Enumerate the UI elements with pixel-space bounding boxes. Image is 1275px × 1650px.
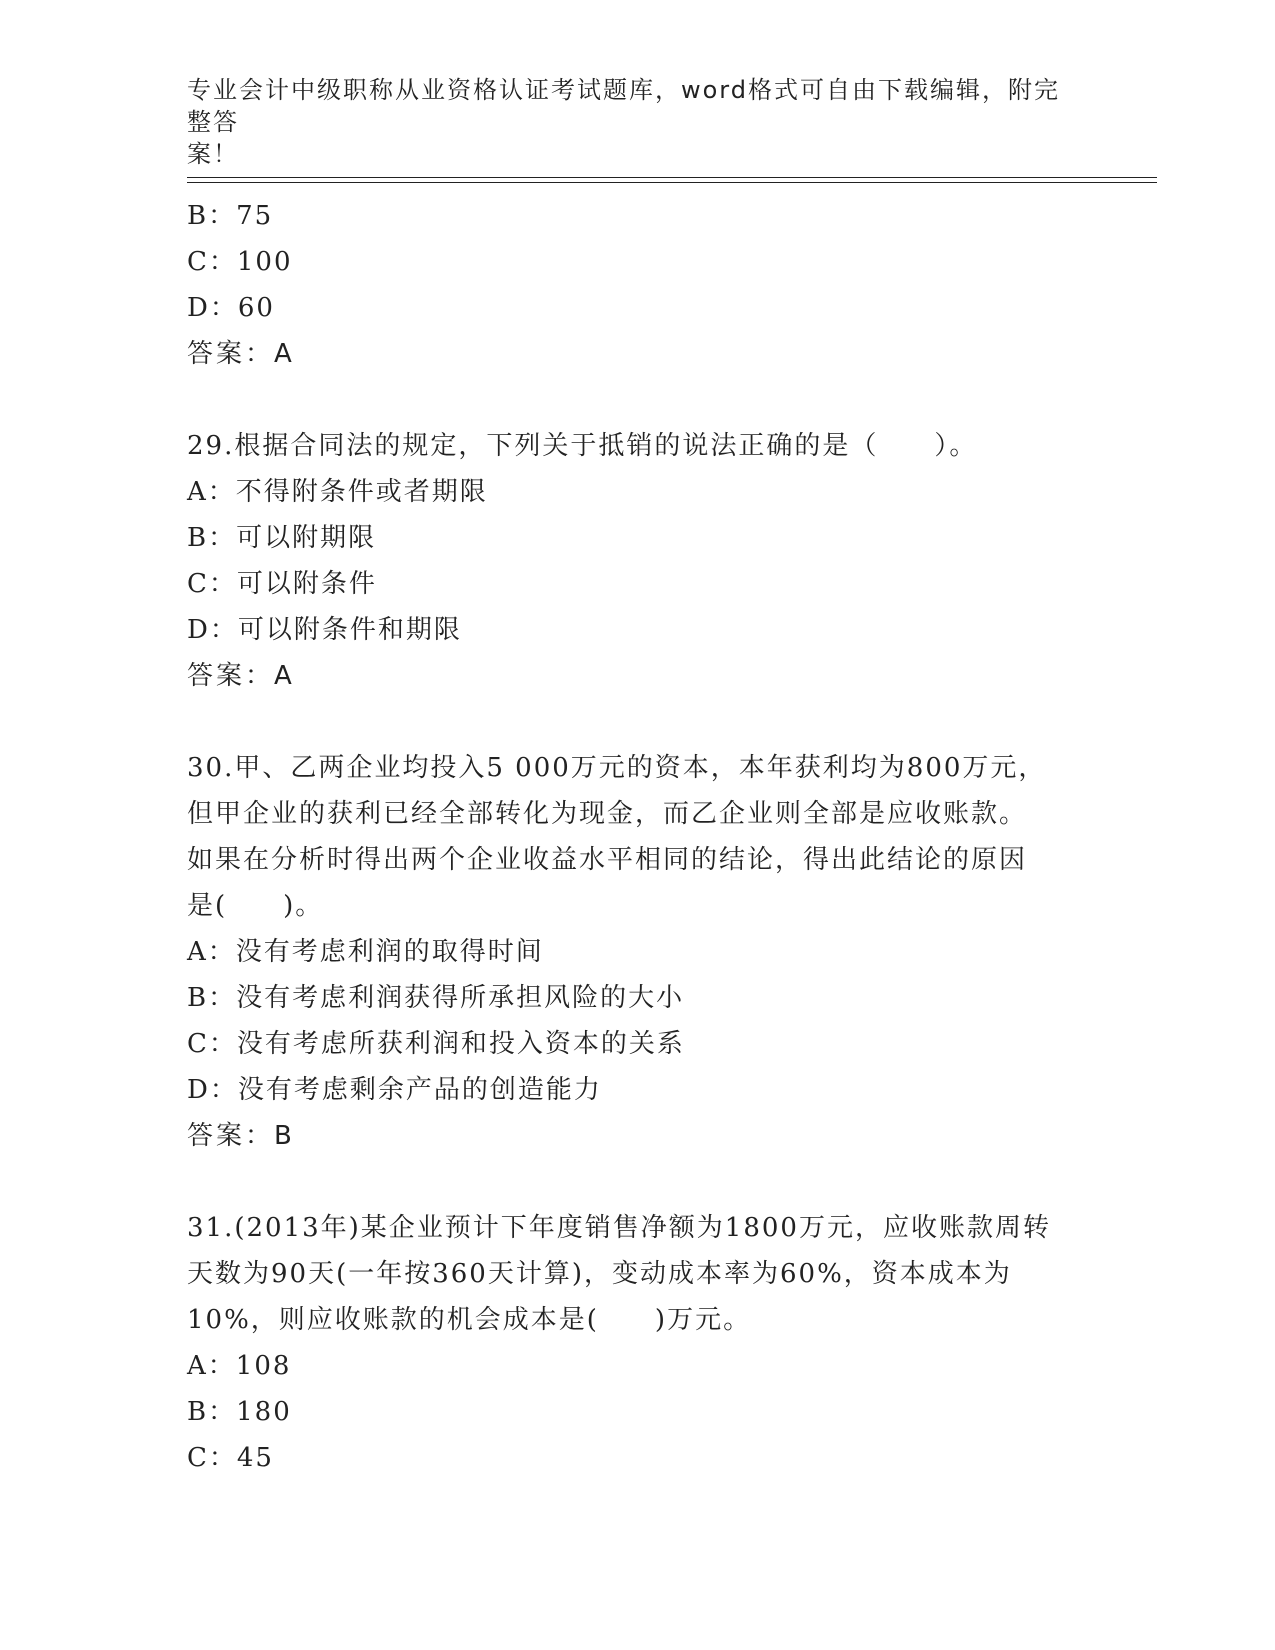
question-stem-line-2: 天数为90天(一年按360天计算)，变动成本率为60%，资本成本为 — [187, 1259, 1012, 1289]
spacer — [187, 699, 1087, 745]
question-stem-line-3: 10%，则应收账款的机会成本是( )万元。 — [187, 1305, 752, 1335]
spacer — [187, 1159, 1087, 1205]
header-divider-bottom — [187, 182, 1157, 183]
question-stem-line-4: 是( )。 — [187, 891, 324, 921]
header-line-1: 专业会计中级职称从业资格认证考试题库，word格式可自由下载编辑，附完整答 — [187, 76, 1060, 136]
option-a: A：不得附条件或者期限 — [187, 477, 488, 507]
spacer — [187, 377, 1087, 423]
option-c: C：可以附条件 — [187, 569, 377, 599]
question-28-tail — [187, 193, 1087, 377]
option-a: A：没有考虑利润的取得时间 — [187, 937, 544, 967]
page-header — [187, 74, 1067, 170]
option-a: A：108 — [187, 1351, 292, 1381]
option-d: D：没有考虑剩余产品的创造能力 — [187, 1075, 602, 1105]
question-stem-line-2: 但甲企业的获利已经全部转化为现金，而乙企业则全部是应收账款。 — [187, 799, 1028, 829]
answer: 答案：B — [187, 1121, 295, 1151]
option-c: C：没有考虑所获利润和投入资本的关系 — [187, 1029, 685, 1059]
option-b: B：没有考虑利润获得所承担风险的大小 — [187, 983, 685, 1013]
option-d: D：60 — [187, 293, 275, 323]
option-d: D：可以附条件和期限 — [187, 615, 462, 645]
document-body — [187, 193, 1087, 1481]
question-stem-line-1: 31.(2013年)某企业预计下年度销售净额为1800万元，应收账款周转 — [187, 1213, 1051, 1243]
question-stem-line-3: 如果在分析时得出两个企业收益水平相同的结论，得出此结论的原因 — [187, 845, 1028, 875]
question-stem: 29.根据合同法的规定，下列关于抵销的说法正确的是（ ）。 — [187, 431, 978, 461]
answer: 答案：A — [187, 339, 295, 369]
header-line-2: 案！ — [187, 140, 239, 168]
header-divider-top — [187, 177, 1157, 178]
question-30 — [187, 745, 1087, 1159]
option-b: B：可以附期限 — [187, 523, 377, 553]
option-b: B：180 — [187, 1397, 292, 1427]
question-31 — [187, 1205, 1087, 1481]
question-29 — [187, 423, 1087, 699]
option-c: C：100 — [187, 247, 293, 277]
question-stem-line-1: 30.甲、乙两企业均投入5 000万元的资本，本年获利均为800万元， — [187, 753, 1047, 783]
option-c: C：45 — [187, 1443, 274, 1473]
answer: 答案：A — [187, 661, 295, 691]
option-b: B：75 — [187, 201, 274, 231]
